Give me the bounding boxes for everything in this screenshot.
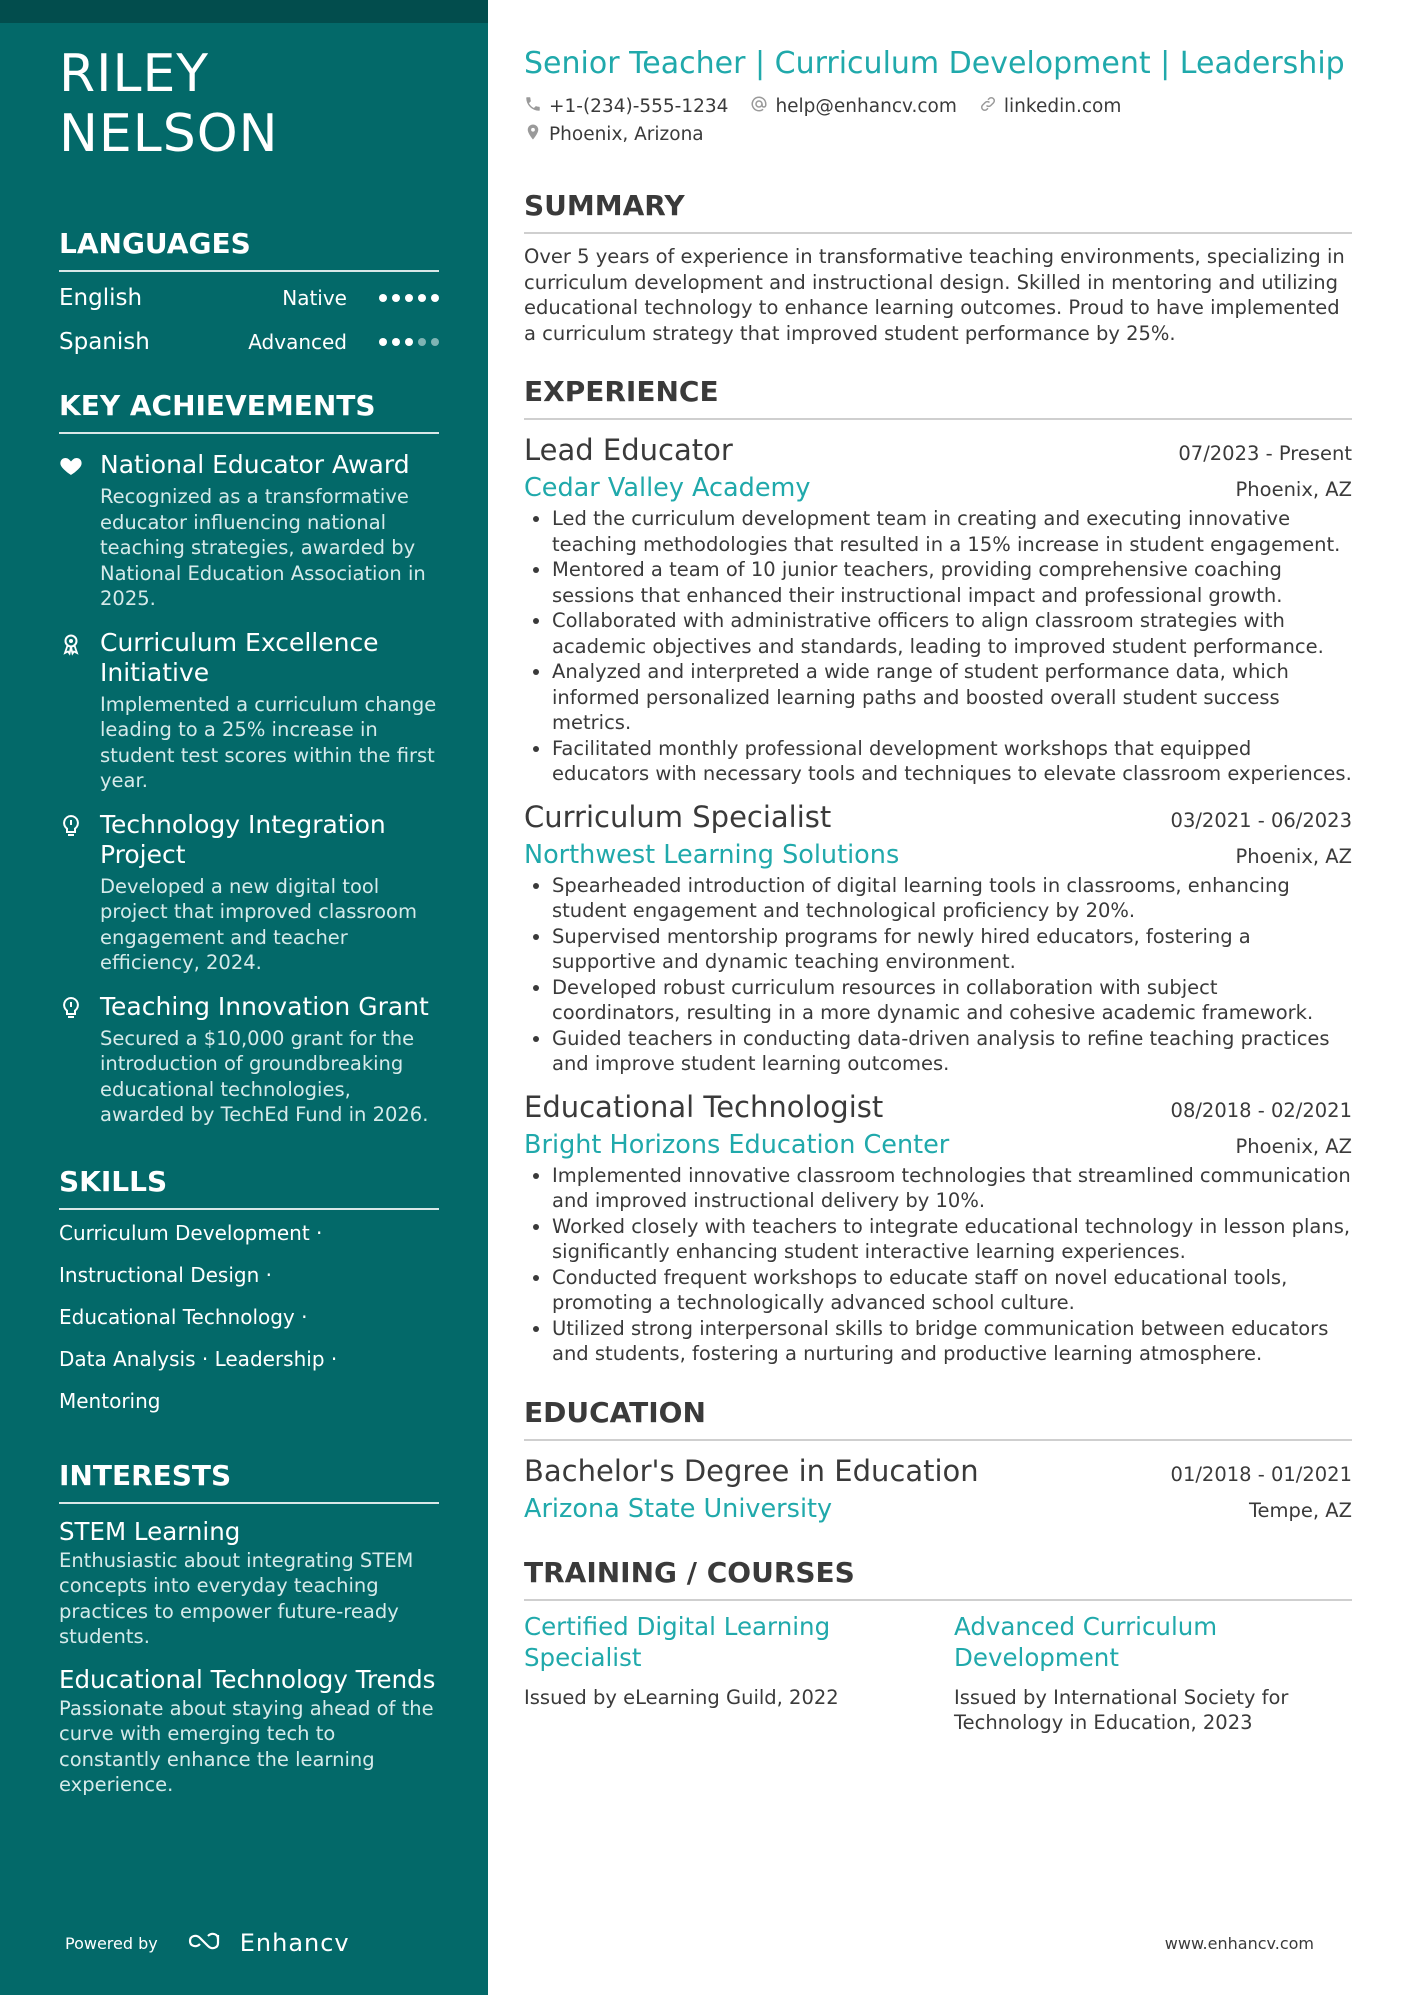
- lightbulb-icon: [59, 814, 85, 840]
- rating-dot-filled: [418, 294, 426, 302]
- languages-heading: LANGUAGES: [59, 228, 439, 272]
- sidebar: [0, 0, 488, 1995]
- contact-info: [524, 92, 1352, 148]
- email-contact[interactable]: [750, 95, 956, 118]
- course-title: Advanced Curriculum Development: [954, 1611, 1218, 1672]
- job-company: Cedar Valley Academy: [524, 473, 811, 503]
- interest-desc: Enthusiastic about integrating STEM concepts into everyday teaching practices to empower future-ready students.: [59, 1548, 414, 1648]
- linkedin-contact[interactable]: [979, 95, 1121, 118]
- phone-icon: [524, 95, 549, 118]
- interest-title: STEM Learning: [59, 1516, 241, 1546]
- job-location: Phoenix, AZ: [1235, 478, 1352, 501]
- degree-title: Bachelor's Degree in Education: [524, 1453, 979, 1488]
- job-location: Phoenix, AZ: [1235, 1134, 1352, 1158]
- course-title: Certified Digital Learning Specialist: [524, 1611, 831, 1672]
- link-icon: [979, 95, 1004, 118]
- job-company: Bright Horizons Education Center: [524, 1129, 950, 1160]
- skills-heading: SKILLS: [59, 1166, 439, 1210]
- enhancv-brand: Enhancv: [239, 1929, 350, 1957]
- job-title: Lead Educator: [524, 433, 733, 467]
- school-name: Arizona State University: [524, 1493, 833, 1524]
- phone-value: +1-(234)-555-1234: [549, 95, 729, 117]
- location-pin-icon: [524, 123, 549, 146]
- language-level: Native: [282, 286, 347, 310]
- skills-section: [59, 1166, 439, 1422]
- powered-by-footer: [65, 1929, 350, 1957]
- education-section: [524, 1397, 1352, 1527]
- achievement-desc: Recognized as a transformative educator influencing national teaching strategies, awarded by National Education Association in 2025.: [100, 485, 426, 610]
- job-date: 03/2021 - 06/2023: [1170, 808, 1352, 832]
- course-item: [954, 1611, 1352, 1735]
- rating-dot-filled: [431, 294, 439, 302]
- job-bullet: • Mentored a team of 10 junior teachers, providing comprehensive coaching sessions that enhanced their instructional impact and professional growth.: [552, 557, 1352, 608]
- course-desc: Issued by eLearning Guild, 2022: [524, 1685, 839, 1709]
- languages-list: [59, 276, 439, 364]
- language-name: Spanish: [59, 329, 150, 355]
- job-bullet: • Spearheaded introduction of digital learning tools in classrooms, enhancing student engagement and technological proficiency by 20%.: [552, 873, 1352, 924]
- powered-by-label: Powered by: [65, 1933, 158, 1953]
- course-desc: Issued by International Society for Technology in Education, 2023: [954, 1685, 1289, 1734]
- language-rating: [379, 338, 439, 346]
- interest-desc: Passionate about staying ahead of the curve with emerging tech to constantly enhance the learning experience.: [59, 1696, 434, 1796]
- achievement-title: National Educator Award: [100, 450, 410, 479]
- achievements-section: [59, 390, 439, 1128]
- experience-heading: EXPERIENCE: [524, 376, 1352, 420]
- website-footer[interactable]: www.enhancv.com: [1164, 1934, 1314, 1953]
- achievement-title: Technology Integration Project: [100, 809, 386, 869]
- achievement-item: [59, 628, 439, 794]
- ribbon-icon: [59, 632, 85, 658]
- location-value: Phoenix, Arizona: [549, 123, 704, 145]
- rating-dot-filled: [392, 338, 400, 346]
- education-location: Tempe, AZ: [1248, 1498, 1352, 1522]
- job-bullet: • Analyzed and interpreted a wide range of student performance data, which informed personalized learning paths and boosted overall student success metrics.: [552, 659, 1352, 736]
- job-bullets: [524, 1163, 1352, 1367]
- achievement-item: [59, 992, 439, 1128]
- candidate-name: RILEY NELSON: [59, 44, 279, 164]
- phone-contact: [524, 95, 728, 118]
- email-value[interactable]: help@enhancv.com: [775, 95, 957, 117]
- language-level: Advanced: [248, 330, 347, 354]
- location-contact: [524, 123, 704, 146]
- job-bullet: • Worked closely with teachers to integrate educational technology in lesson plans, significantly enhancing student interactive learning experiences.: [552, 1214, 1352, 1265]
- summary-text: Over 5 years of experience in transformative teaching environments, specializing in curriculum development and instructional design. Skilled in mentoring and utilizing educational technology to enhance learning outcomes. Proud to have implemented a curriculum strategy that improved student performance by 25%.: [524, 245, 1345, 345]
- job-entry: [524, 1087, 1352, 1367]
- achievement-desc: Secured a $10,000 grant for the introduction of groundbreaking educational technologies, awarded by TechEd Fund in 2026.: [100, 1026, 429, 1126]
- skill-line: Data Analysis · Leadership · Mentoring: [59, 1346, 338, 1413]
- language-rating: [379, 294, 439, 302]
- language-item: [59, 276, 439, 320]
- achievement-desc: Implemented a curriculum change leading to a 25% increase in student test scores within the first year.: [100, 692, 437, 792]
- job-bullet: • Collaborated with administrative officers to align classroom strategies with academic objectives and standards, leading to improved student performance.: [552, 608, 1352, 659]
- achievement-desc: Developed a new digital tool project that improved classroom engagement and teacher efficiency, 2024.: [100, 874, 417, 974]
- job-bullet: • Conducted frequent workshops to educate staff on novel educational tools, promoting a technologically advanced school culture.: [552, 1265, 1352, 1316]
- skill-line: Educational Technology ·: [59, 1304, 308, 1329]
- job-location: Phoenix, AZ: [1235, 844, 1352, 868]
- training-section: [524, 1557, 1352, 1735]
- education-date: 01/2018 - 01/2021: [1170, 1462, 1352, 1486]
- job-date: 07/2023 - Present: [1178, 442, 1352, 465]
- achievement-item: [59, 810, 439, 976]
- linkedin-value[interactable]: linkedin.com: [1003, 95, 1122, 117]
- job-title: Educational Technologist: [524, 1089, 884, 1124]
- lightbulb-icon: [59, 996, 85, 1022]
- education-heading: EDUCATION: [524, 1397, 1352, 1441]
- job-bullet: • Developed robust curriculum resources in collaboration with subject coordinators, resulting in a more dynamic and cohesive academic framework.: [552, 975, 1352, 1026]
- rating-dot-empty: [418, 338, 426, 346]
- skill-line: Curriculum Development ·: [59, 1220, 323, 1245]
- achievement-item: [59, 450, 439, 612]
- job-bullet: • Guided teachers in conducting data-driven analysis to refine teaching practices and improve student learning outcomes.: [552, 1026, 1352, 1077]
- rating-dot-filled: [405, 294, 413, 302]
- job-company: Northwest Learning Solutions: [524, 839, 900, 870]
- language-item: [59, 320, 439, 364]
- job-bullet: • Utilized strong interpersonal skills to bridge communication between educators and students, fostering a nurturing and productive learning atmosphere.: [552, 1316, 1352, 1367]
- achievements-heading: KEY ACHIEVEMENTS: [59, 390, 439, 434]
- skill-line: Instructional Design ·: [59, 1262, 272, 1287]
- job-bullet: • Supervised mentorship programs for newly hired educators, fostering a supportive and dynamic teaching environment.: [552, 924, 1352, 975]
- job-bullets: [524, 873, 1352, 1077]
- job-entry: [524, 430, 1352, 787]
- job-title: Curriculum Specialist: [524, 799, 832, 834]
- training-heading: TRAINING / COURSES: [524, 1557, 1352, 1601]
- sidebar-content: [59, 44, 439, 1798]
- rating-dot-filled: [379, 294, 387, 302]
- headline: Senior Teacher | Curriculum Development | Leadership: [524, 46, 1345, 81]
- achievement-title: Curriculum Excellence Initiative: [100, 627, 379, 687]
- job-bullets: [524, 506, 1352, 787]
- experience-section: [524, 376, 1352, 1367]
- course-item: [524, 1611, 954, 1735]
- rating-dot-empty: [431, 338, 439, 346]
- interest-title: Educational Technology Trends: [59, 1664, 436, 1694]
- job-bullet: • Facilitated monthly professional development workshops that equipped educators with necessary tools and techniques to elevate classroom experiences.: [552, 736, 1352, 787]
- rating-dot-filled: [379, 338, 387, 346]
- at-icon: [750, 95, 775, 118]
- languages-section: [59, 228, 439, 364]
- job-bullet: • Implemented innovative classroom technologies that streamlined communication and improved instructional delivery by 10%.: [552, 1163, 1352, 1214]
- interests-section: [59, 1460, 439, 1798]
- heart-icon: [59, 454, 85, 480]
- main-content: [524, 44, 1352, 1735]
- job-entry: [524, 797, 1352, 1077]
- enhancv-logo-icon: [186, 1929, 232, 1957]
- job-bullet: • Led the curriculum development team in creating and executing innovative teaching methodologies that resulted in a 15% increase in student engagement.: [552, 506, 1352, 557]
- education-entry: [524, 1451, 1352, 1527]
- rating-dot-filled: [405, 338, 413, 346]
- sidebar-top-bar: [0, 0, 488, 23]
- rating-dot-filled: [392, 294, 400, 302]
- achievement-title: Teaching Innovation Grant: [100, 991, 429, 1021]
- summary-section: [524, 190, 1352, 346]
- language-name: English: [59, 285, 143, 311]
- job-date: 08/2018 - 02/2021: [1170, 1098, 1352, 1122]
- interests-heading: INTERESTS: [59, 1460, 439, 1504]
- summary-heading: SUMMARY: [524, 190, 1352, 234]
